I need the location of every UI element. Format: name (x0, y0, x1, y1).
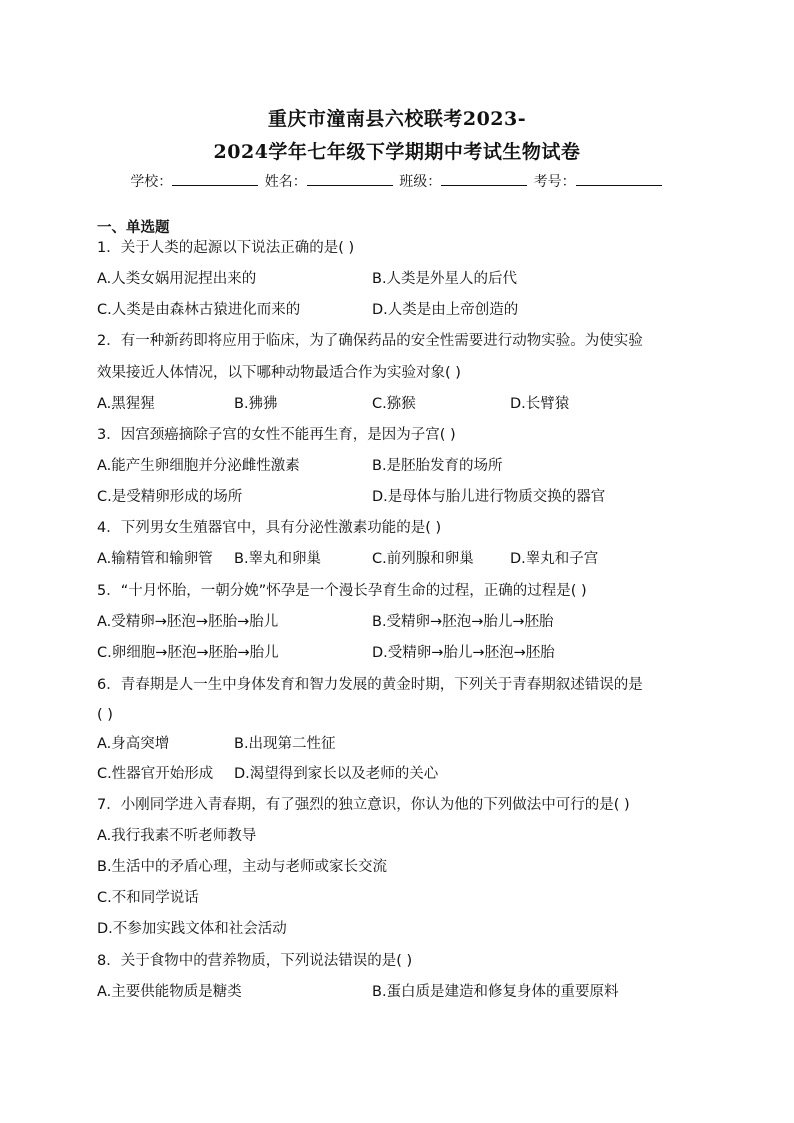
question-7-option-d: D.不参加实践文体和社会活动 (97, 921, 287, 937)
student-info-row (0, 171, 794, 191)
question-8-stem: 8．关于食物中的营养物质，下列说法错误的是( ) (97, 953, 413, 969)
school-blank[interactable] (172, 171, 258, 186)
question-2-option-c: C.猕猴 (372, 396, 416, 412)
exam-title-line2: 2024学年七年级下学期期中考试生物试卷 (213, 141, 581, 163)
question-4-option-c: C.前列腺和卵巢 (372, 551, 474, 567)
question-1-option-b: B.人类是外星人的后代 (372, 271, 518, 287)
question-6-stem-line2: ( ) (97, 707, 113, 723)
question-6-option-c: C.性器官开始形成 (97, 766, 214, 782)
class-blank[interactable] (441, 171, 527, 186)
section-title: 一、单选题 (97, 220, 170, 236)
question-3-option-d: D.是母体与胎儿进行物质交换的器官 (372, 489, 606, 505)
question-6-option-b: B.出现第二性征 (234, 736, 336, 752)
question-6-option-d: D.渴望得到家长以及老师的关心 (234, 766, 439, 782)
exam-number-blank[interactable] (576, 171, 662, 186)
question-2-stem-line2: 效果接近人体情况，以下哪种动物最适合作为实验对象( ) (97, 365, 461, 381)
question-8-option-b: B.蛋白质是建造和修复身体的重要原料 (372, 984, 619, 1000)
question-3-stem: 3．因宫颈癌摘除子宫的女性不能再生育，是因为子宫( ) (97, 427, 456, 443)
question-4-stem: 4．下列男女生殖器官中，具有分泌性激素功能的是( ) (97, 520, 442, 536)
question-5-option-d: D.受精卵→胎儿→胚泡→胚胎 (372, 645, 555, 661)
name-blank[interactable] (307, 171, 393, 186)
question-4-option-a: A.输精管和输卵管 (97, 551, 213, 567)
class-label: 班级： (399, 174, 442, 190)
question-3-option-b: B.是胚胎发育的场所 (372, 458, 503, 474)
question-2-option-d: D.长臂猿 (510, 396, 570, 412)
question-1-option-c: C.人类是由森林古猿进化而来的 (97, 302, 301, 318)
question-2-option-a: A.黑猩猩 (97, 396, 155, 412)
question-2-stem-line1: 2．有一种新药即将应用于临床，为了确保药品的安全性需要进行动物实验。为使实验 (97, 333, 643, 349)
question-5-stem: 5．“十月怀胎，一朝分娩”怀孕是一个漫长孕育生命的过程，正确的过程是( ) (97, 583, 587, 599)
question-6-stem-line1: 6．青春期是人一生中身体发育和智力发展的黄金时期，下列关于青春期叙述错误的是 (97, 677, 643, 693)
exam-number-label: 考号： (533, 174, 576, 190)
question-6-option-a: A.身高突增 (97, 736, 170, 752)
name-label: 姓名： (264, 174, 307, 190)
question-5-option-a: A.受精卵→胚泡→胚胎→胎儿 (97, 614, 279, 630)
question-5-option-b: B.受精卵→胚泡→胎儿→胚胎 (372, 614, 554, 630)
school-label: 学校： (130, 174, 173, 190)
question-2-option-b: B.狒狒 (234, 396, 278, 412)
question-1-stem: 1．关于人类的起源以下说法正确的是( ) (97, 240, 355, 256)
question-4-option-d: D.睾丸和子宫 (510, 551, 599, 567)
question-1-option-a: A.人类女娲用泥捏出来的 (97, 271, 257, 287)
question-1-option-d: D.人类是由上帝创造的 (372, 302, 519, 318)
question-4-option-b: B.睾丸和卵巢 (234, 551, 322, 567)
question-7-stem: 7．小刚同学进入青春期，有了强烈的独立意识，你认为他的下列做法中可行的是( ) (97, 797, 630, 813)
question-5-option-c: C.卵细胞→胚泡→胚胎→胎儿 (97, 645, 279, 661)
question-7-option-a: A.我行我素不听老师教导 (97, 828, 257, 844)
question-7-option-c: C.不和同学说话 (97, 890, 199, 906)
exam-title-line1: 重庆市潼南县六校联考2023- (267, 108, 527, 130)
question-7-option-b: B.生活中的矛盾心理，主动与老师或家长交流 (97, 859, 388, 875)
question-8-option-a: A.主要供能物质是糖类 (97, 984, 242, 1000)
question-3-option-c: C.是受精卵形成的场所 (97, 489, 243, 505)
question-3-option-a: A.能产生卵细胞并分泌雌性激素 (97, 458, 300, 474)
